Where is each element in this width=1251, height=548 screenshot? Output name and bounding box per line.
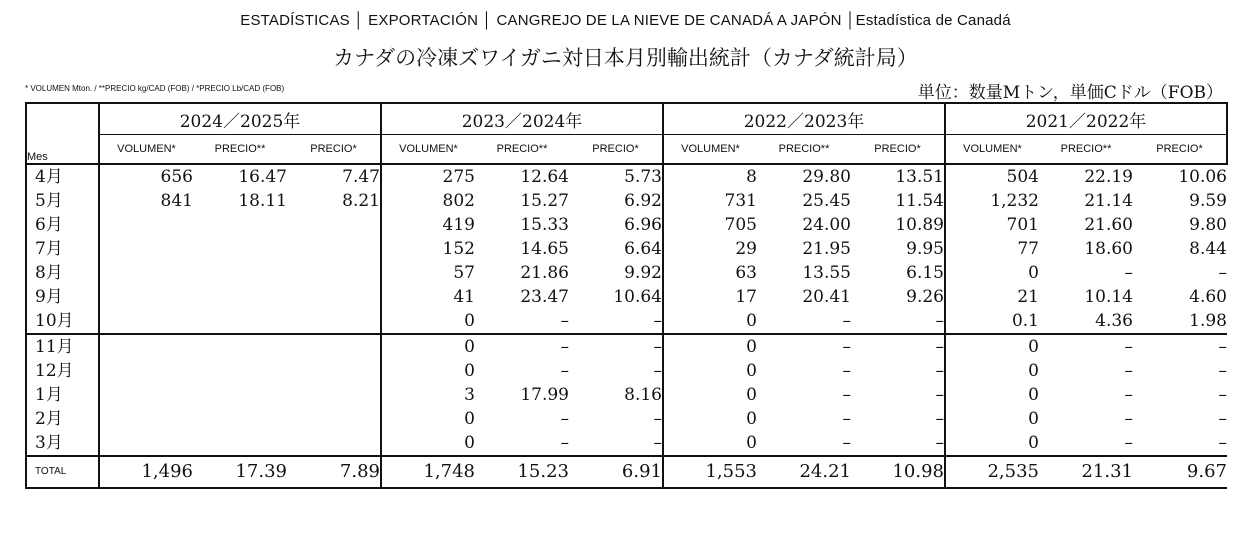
value-cell — [193, 431, 287, 456]
value-cell: – — [1124, 263, 1133, 283]
column-subheader: PRECIO** — [757, 135, 851, 165]
value-cell — [287, 407, 381, 431]
value-cell: 18.60 — [1084, 239, 1133, 259]
value-cell: 77 — [1017, 239, 1039, 259]
table-row — [26, 383, 1227, 407]
year-header: 2024／2025年 — [99, 103, 381, 135]
value-cell: 9.67 — [1133, 456, 1227, 488]
value-cell: 13.51 — [851, 164, 945, 189]
value-cell: 23.47 — [520, 287, 569, 307]
table-row — [26, 285, 1227, 309]
column-subheader: PRECIO* — [851, 135, 945, 165]
value-cell: – — [851, 334, 945, 359]
value-cell: – — [569, 334, 663, 359]
value-cell: 10.98 — [851, 456, 945, 488]
value-cell: 29 — [735, 239, 757, 259]
value-cell: – — [560, 433, 569, 453]
value-cell: 21 — [1017, 287, 1039, 307]
value-cell: 0 — [746, 361, 757, 381]
month-cell: 1月 — [26, 383, 99, 407]
value-cell: – — [569, 407, 663, 431]
value-cell: 4.60 — [1189, 287, 1227, 307]
value-cell: 9.92 — [569, 261, 663, 285]
value-cell: 6.92 — [569, 189, 663, 213]
value-cell: 12.64 — [520, 167, 569, 187]
value-cell — [287, 359, 381, 383]
value-cell: 15.27 — [520, 191, 569, 211]
value-cell: 0 — [1028, 433, 1039, 453]
value-cell — [287, 261, 381, 285]
page-header: ESTADÍSTICAS │ EXPORTACIÓN │ CANGREJO DE LA NIEVE DE CANADÁ A JAPÓN │Estadística de Canadá — [240, 12, 1011, 29]
value-cell — [99, 359, 193, 383]
value-cell: 18.11 — [238, 191, 287, 211]
value-cell: 20.41 — [802, 287, 851, 307]
value-cell: 1,553 — [663, 456, 757, 488]
value-cell: – — [1039, 334, 1133, 359]
value-cell: – — [851, 383, 945, 407]
value-cell — [287, 383, 381, 407]
export-statistics-table — [25, 102, 1228, 489]
value-cell — [193, 334, 287, 359]
column-subheader: PRECIO** — [475, 135, 569, 165]
value-cell: 4.36 — [1095, 311, 1133, 331]
value-cell — [99, 213, 193, 237]
table-row — [26, 189, 1227, 213]
value-cell: 17.39 — [193, 456, 287, 488]
value-cell: 0 — [1028, 409, 1039, 429]
value-cell: – — [1133, 334, 1227, 359]
value-cell — [193, 285, 287, 309]
value-cell: – — [1124, 361, 1133, 381]
value-cell — [287, 237, 381, 261]
year-header: 2022／2023年 — [663, 103, 945, 135]
value-cell: 0 — [464, 433, 475, 453]
value-cell: 7.47 — [287, 164, 381, 189]
value-cell: 1,748 — [381, 456, 475, 488]
value-cell: – — [560, 311, 569, 331]
value-cell: 0 — [1028, 385, 1039, 405]
value-cell: 701 — [1006, 215, 1039, 235]
value-cell — [193, 309, 287, 334]
value-cell: 24.00 — [802, 215, 851, 235]
month-cell: 9月 — [26, 285, 99, 309]
value-cell: 2,535 — [945, 456, 1039, 488]
value-cell — [193, 383, 287, 407]
value-cell: – — [842, 311, 851, 331]
value-cell: – — [560, 361, 569, 381]
value-cell: 14.65 — [520, 239, 569, 259]
value-cell: 0 — [1028, 263, 1039, 283]
value-cell: 25.45 — [802, 191, 851, 211]
value-cell: 7.89 — [287, 456, 381, 488]
value-cell: 152 — [442, 239, 475, 259]
value-cell: 15.23 — [475, 456, 569, 488]
column-subheader: PRECIO* — [1133, 135, 1227, 165]
value-cell: – — [851, 431, 945, 456]
value-cell: – — [842, 433, 851, 453]
value-cell — [99, 334, 193, 359]
month-cell: 4月 — [26, 164, 99, 189]
value-cell: 6.96 — [569, 213, 663, 237]
value-cell: – — [1218, 263, 1227, 283]
value-cell: 275 — [442, 167, 475, 187]
value-cell: 0 — [746, 385, 757, 405]
value-cell — [99, 383, 193, 407]
value-cell: 0 — [945, 334, 1039, 359]
column-subheader: PRECIO* — [287, 135, 381, 165]
value-cell: 9.80 — [1189, 215, 1227, 235]
month-cell: 7月 — [26, 237, 99, 261]
month-cell: 8月 — [26, 261, 99, 285]
value-cell: 731 — [724, 191, 757, 211]
value-cell — [99, 285, 193, 309]
value-cell: 6.64 — [569, 237, 663, 261]
value-cell: – — [1218, 385, 1227, 405]
value-cell — [287, 285, 381, 309]
table-row — [26, 237, 1227, 261]
value-cell: 6.91 — [569, 456, 663, 488]
value-cell: 21.86 — [520, 263, 569, 283]
value-cell: 0 — [746, 311, 757, 331]
value-cell: 13.55 — [802, 263, 851, 283]
value-cell: 0.1 — [1011, 311, 1039, 331]
value-cell: – — [1124, 385, 1133, 405]
table-row — [26, 164, 1227, 189]
value-cell — [99, 237, 193, 261]
value-cell — [287, 213, 381, 237]
value-cell: 11.54 — [851, 189, 945, 213]
table-title: カナダの冷凍ズワイガニ対日本月別輸出統計（カナダ統計局） — [333, 46, 918, 70]
value-cell: – — [842, 385, 851, 405]
value-cell: – — [560, 409, 569, 429]
column-subheader: PRECIO** — [193, 135, 287, 165]
value-cell: 9.26 — [851, 285, 945, 309]
column-subheader: PRECIO** — [1039, 135, 1133, 165]
value-cell: – — [1218, 433, 1227, 453]
value-cell: 504 — [1006, 167, 1039, 187]
value-cell: 10.64 — [569, 285, 663, 309]
value-cell: – — [1218, 409, 1227, 429]
value-cell: 8 — [746, 167, 757, 187]
value-cell: 802 — [442, 191, 475, 211]
value-cell: 8.44 — [1189, 239, 1227, 259]
month-cell: 12月 — [26, 359, 99, 383]
value-cell: 5.73 — [569, 164, 663, 189]
value-cell: 6.15 — [851, 261, 945, 285]
value-cell: 1.98 — [1189, 311, 1227, 331]
value-cell — [287, 334, 381, 359]
total-row — [26, 456, 1227, 488]
column-subheader: VOLUMEN* — [99, 135, 193, 165]
value-cell — [99, 261, 193, 285]
value-cell: – — [1124, 433, 1133, 453]
value-cell: 0 — [464, 361, 475, 381]
value-cell: 841 — [160, 191, 193, 211]
value-cell — [287, 431, 381, 456]
column-subheader: VOLUMEN* — [945, 135, 1039, 165]
table-row — [26, 334, 1227, 359]
month-cell: 10月 — [26, 309, 99, 334]
value-cell: – — [569, 359, 663, 383]
month-cell: 6月 — [26, 213, 99, 237]
year-header: 2023／2024年 — [381, 103, 663, 135]
value-cell: 10.14 — [1084, 287, 1133, 307]
value-cell: 0 — [746, 409, 757, 429]
value-cell: 16.47 — [238, 167, 287, 187]
value-cell — [193, 407, 287, 431]
value-cell: 24.21 — [757, 456, 851, 488]
value-cell: – — [851, 309, 945, 334]
value-cell: 21.95 — [802, 239, 851, 259]
value-cell — [99, 309, 193, 334]
value-cell: – — [842, 361, 851, 381]
value-cell — [287, 309, 381, 334]
value-cell — [99, 407, 193, 431]
value-cell: 9.95 — [851, 237, 945, 261]
table-row — [26, 431, 1227, 456]
month-cell: 3月 — [26, 431, 99, 456]
value-cell: 21.60 — [1084, 215, 1133, 235]
table-row — [26, 359, 1227, 383]
value-cell: – — [475, 334, 569, 359]
value-cell: 10.89 — [851, 213, 945, 237]
value-cell: 656 — [160, 167, 193, 187]
subheader-row — [26, 135, 1227, 165]
value-cell — [193, 359, 287, 383]
value-cell: – — [851, 359, 945, 383]
value-cell: 21.14 — [1084, 191, 1133, 211]
value-cell: 8.21 — [287, 189, 381, 213]
value-cell: 0 — [464, 311, 475, 331]
value-cell: – — [842, 409, 851, 429]
value-cell: 0 — [381, 334, 475, 359]
month-column-header: Mes — [26, 103, 99, 164]
value-cell: 57 — [453, 263, 475, 283]
value-cell: 0 — [663, 334, 757, 359]
year-header-row — [26, 103, 1227, 135]
table-row — [26, 407, 1227, 431]
table-row — [26, 261, 1227, 285]
value-cell: 21.31 — [1039, 456, 1133, 488]
value-cell: 705 — [724, 215, 757, 235]
month-cell: TOTAL — [26, 456, 99, 488]
value-cell: 29.80 — [802, 167, 851, 187]
year-header: 2021／2022年 — [945, 103, 1227, 135]
month-cell: 11月 — [26, 334, 99, 359]
value-cell: – — [569, 309, 663, 334]
value-cell: – — [1124, 409, 1133, 429]
value-cell: 0 — [464, 409, 475, 429]
value-cell: 1,496 — [99, 456, 193, 488]
value-cell: 3 — [464, 385, 475, 405]
value-cell: 10.06 — [1178, 167, 1227, 187]
value-cell: 17.99 — [520, 385, 569, 405]
table-row — [26, 213, 1227, 237]
value-cell: 0 — [746, 433, 757, 453]
value-cell: 17 — [735, 287, 757, 307]
value-cell: 9.59 — [1189, 191, 1227, 211]
value-cell: 8.16 — [569, 383, 663, 407]
value-cell: 1,232 — [990, 191, 1039, 211]
month-cell: 5月 — [26, 189, 99, 213]
value-cell — [193, 213, 287, 237]
table-row — [26, 309, 1227, 334]
value-cell: 15.33 — [520, 215, 569, 235]
table-body — [26, 164, 1227, 488]
value-cell: – — [757, 334, 851, 359]
value-cell — [193, 261, 287, 285]
units-note: * VOLUMEN Mton. / **PRECIO kg/CAD (FOB) / *PRECIO Lb/CAD (FOB) — [25, 84, 285, 93]
column-subheader: PRECIO* — [569, 135, 663, 165]
value-cell: 22.19 — [1084, 167, 1133, 187]
value-cell: 419 — [442, 215, 475, 235]
column-subheader: VOLUMEN* — [663, 135, 757, 165]
unit-label: 単位：数量Mトン，単価Cドル（FOB） — [917, 83, 1223, 103]
value-cell: 0 — [1028, 361, 1039, 381]
value-cell: – — [1218, 361, 1227, 381]
value-cell: 63 — [735, 263, 757, 283]
value-cell — [193, 237, 287, 261]
value-cell: – — [569, 431, 663, 456]
value-cell — [99, 431, 193, 456]
value-cell: 41 — [453, 287, 475, 307]
value-cell: – — [851, 407, 945, 431]
column-subheader: VOLUMEN* — [381, 135, 475, 165]
month-cell: 2月 — [26, 407, 99, 431]
